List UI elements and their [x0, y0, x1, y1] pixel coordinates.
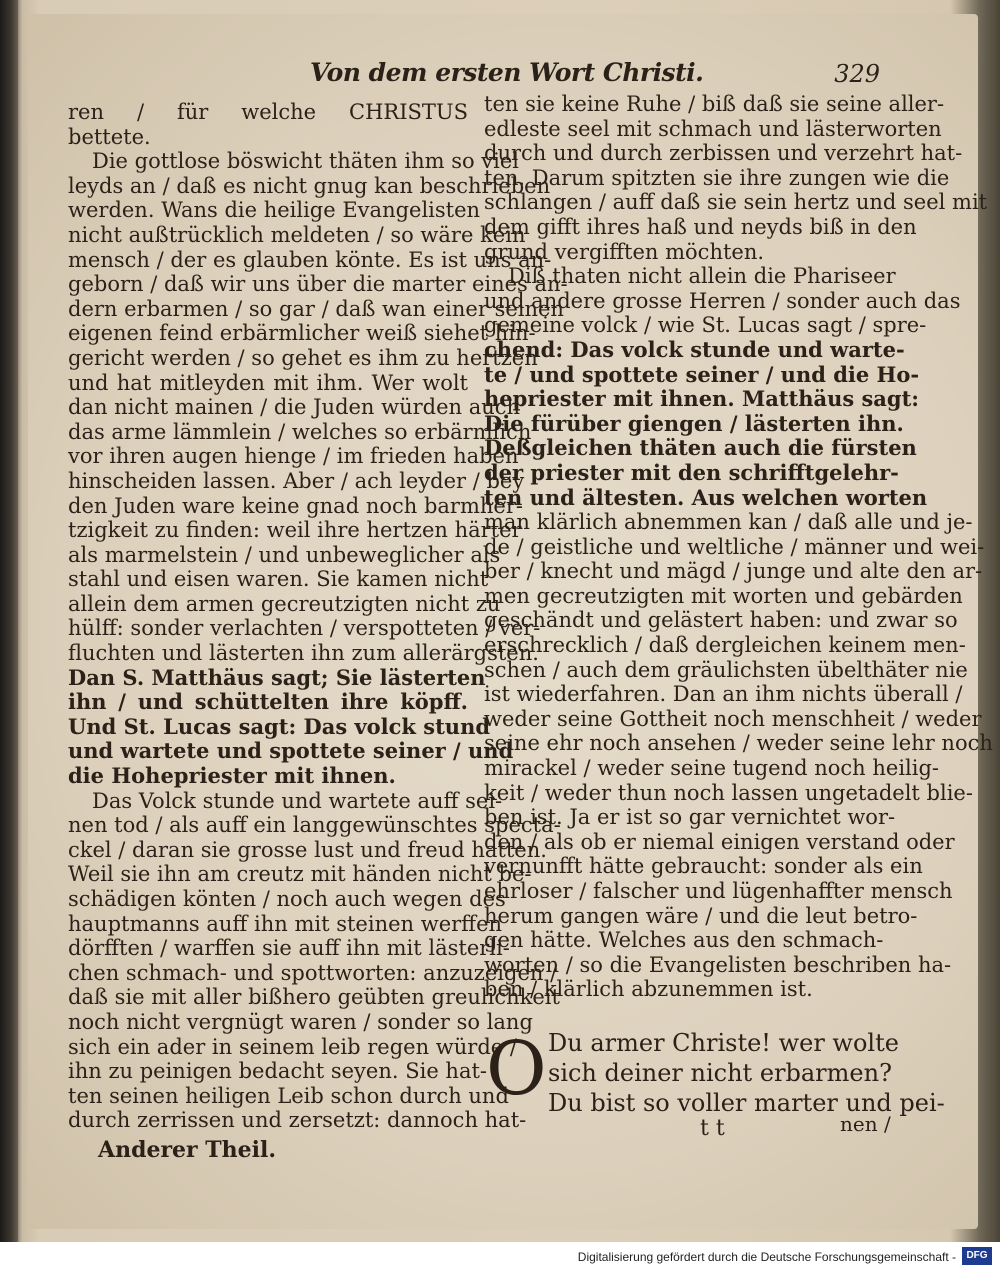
- text-line: tzigkeit zu finden: weil ihre hertzen härter: [68, 518, 522, 543]
- text-line: ihn / und schüttelten ihre köpff.: [68, 689, 468, 715]
- text-line: ten. Darum spitzten sie ihre zungen wie die: [484, 165, 950, 190]
- text-line: noch nicht vergnügt waren / sonder so lang: [68, 1009, 533, 1034]
- closing-line: sich deiner nicht erbarmen?: [548, 1059, 892, 1087]
- text-line: ckel / daran sie grosse lust und freud hatten.: [68, 837, 547, 862]
- text-line: vernunfft hätte gebraucht: sonder als ein: [484, 854, 923, 879]
- text-line: durch zerrissen und zersetzt: dannoch hat-: [68, 1108, 527, 1133]
- text-line: bettete.: [68, 124, 151, 149]
- page-number: 329: [834, 60, 880, 88]
- text-line: schädigen könten / noch auch wegen des: [68, 887, 506, 911]
- text-line: hauptmanns auff ihn mit steinen werffen: [68, 911, 503, 936]
- text-line: Die fürüber giengen / lästerten ihn.: [484, 410, 904, 436]
- text-line: hülff: sonder verlachten / verspotteten / ver-: [68, 616, 541, 641]
- catchword: nen /: [840, 1112, 891, 1136]
- text-line: ber / knecht und mägd / junge und alte den ar-: [484, 559, 983, 584]
- text-line: gen hätte. Welches aus den schmach-: [484, 928, 884, 953]
- text-line: herum gangen wäre / und die leut betro-: [484, 903, 918, 928]
- text-line: ben ist. Ja er ist so gar vernichtet wor-: [484, 805, 896, 830]
- text-line: hepriester mit ihnen. Matthäus sagt:: [484, 386, 920, 412]
- text-line: Weil sie ihn am creutz mit händen nicht be-: [68, 862, 532, 887]
- text-line: ist wiederfahren. Dan an ihm nichts überall /: [484, 682, 963, 707]
- closing-line: Du armer Christe! wer wolte: [548, 1029, 899, 1057]
- signature-mark: t t: [700, 1116, 725, 1141]
- text-line: worten / so die Evangelisten beschriben ha-: [484, 952, 952, 977]
- text-line: seine ehr noch ansehen / weder seine lehr noch: [484, 731, 993, 756]
- text-line: ten seinen heiligen Leib schon durch und: [68, 1083, 509, 1108]
- text-line: den Juden ware keine gnad noch barmher-: [68, 493, 523, 518]
- text-line: dan nicht mainen / die Juden würden auch: [68, 395, 521, 420]
- text-line: dörfften / warffen sie auff ihn mit lästerli-: [68, 936, 510, 961]
- credit-bar: [0, 1242, 1000, 1272]
- text-line: sich ein ader in seinem leib regen würde /: [68, 1034, 517, 1059]
- left-text-column: [68, 100, 568, 1133]
- text-line: geborn / daß wir uns über die marter eines an-: [68, 272, 568, 297]
- text-line: Diß thaten nicht allein die Phariseer: [508, 264, 896, 289]
- text-line: ihn zu peinigen bedacht seyen. Sie hat-: [68, 1059, 487, 1084]
- text-line: der priester mit den schrifftgelehr-: [484, 459, 899, 485]
- right-text-column: [484, 92, 993, 1002]
- text-line: stahl und eisen waren. Sie kamen nicht: [68, 567, 489, 592]
- text-line: fluchten und lästerten ihn zum allerärgsten.: [68, 641, 539, 666]
- text-line: allein dem armen gecreutzigten nicht zu: [68, 591, 501, 616]
- text-line: gemeine volck / wie St. Lucas sagt / spre-: [484, 313, 927, 338]
- text-line: ten und ältesten. Aus welchen worten: [484, 484, 928, 510]
- text-line: und hat mitleyden mit ihm. Wer wolt: [68, 370, 468, 395]
- text-line: de / geistliche und weltliche / männer und wei-: [484, 534, 985, 559]
- text-line: ben / klärlich abzunemmen ist.: [484, 977, 813, 1002]
- book-spine: [0, 0, 18, 1242]
- text-line: die Hohepriester mit ihnen.: [68, 763, 396, 789]
- text-line: den / als ob er niemal einigen verstand oder: [484, 829, 955, 854]
- text-line: mirackel / weder seine tugend noch heilig-: [484, 756, 940, 781]
- drop-cap: O: [486, 1026, 547, 1112]
- text-line: edleste seel mit schmach und lästerworten: [484, 116, 942, 141]
- closing-paragraph: [486, 1026, 945, 1118]
- text-line: eigenen feind erbärmlicher weiß siehet hin-: [68, 321, 536, 346]
- dfg-logo[interactable]: DFG: [962, 1247, 992, 1265]
- text-line: ren / für welche CHRISTUS: [68, 100, 468, 124]
- text-line: das arme lämmlein / welches so erbärmlich: [68, 419, 532, 444]
- text-line: dem gifft ihres haß und neyds biß in den: [484, 214, 917, 239]
- text-line: Die gottlose böswicht thäten ihm so viel: [92, 149, 520, 174]
- running-title: Von dem ersten Wort Christi.: [310, 58, 704, 87]
- text-line: hinscheiden lassen. Aber / ach leyder / bey: [68, 468, 525, 493]
- text-line: vor ihren augen hienge / im frieden haben: [68, 444, 519, 469]
- text-line: und andere grosse Herren / sonder auch das: [484, 288, 961, 313]
- text-line: Deßgleichen thäten auch die fürsten: [484, 435, 917, 461]
- closing-line: Du bist so voller marter und pei-: [548, 1089, 945, 1117]
- text-line: nicht außtrücklich meldeten / so wäre kein: [68, 222, 526, 247]
- running-header: [270, 58, 890, 92]
- text-line: schlangen / auff daß sie sein hertz und seel mit: [484, 190, 988, 215]
- credit-text: Digitalisierung gefördert durch die Deutsche Forschungsgemeinschaft -: [577, 1250, 956, 1264]
- text-line: Das Volck stunde und wartete auff sei-: [92, 788, 503, 813]
- text-line: mensch / der es glauben könte. Es ist uns an-: [68, 247, 552, 272]
- text-line: werden. Wans die heilige Evangelisten: [68, 198, 481, 223]
- text-line: te / und spottete seiner / und die Ho-: [484, 361, 920, 387]
- text-line: und wartete und spottete seiner / und: [68, 738, 514, 764]
- text-line: ten sie keine Ruhe / biß daß sie seine aller-: [484, 92, 945, 116]
- text-line: leyds an / daß es nicht gnug kan beschrieben: [68, 173, 551, 198]
- text-line: grund vergifften möchten.: [484, 239, 765, 264]
- text-line: Dan S. Matthäus sagt; Sie lästerten: [68, 664, 486, 690]
- text-line: men gecreutzigten mit worten und gebärden: [484, 583, 963, 608]
- text-line: keit / weder thun noch lassen ungetadelt blie-: [484, 780, 973, 805]
- text-line: geschändt und gelästert haben: und zwar so: [484, 608, 958, 633]
- section-label: Anderer Theil.: [98, 1137, 277, 1163]
- text-line: nen tod / als auff ein langgewünschtes specta-: [68, 813, 561, 838]
- text-line: weder seine Gottheit noch menschheit / weder: [484, 706, 982, 731]
- text-line: gericht werden / so gehet es ihm zu hertzen: [68, 345, 538, 370]
- text-line: daß sie mit aller bißhero geübten greulichkeit: [68, 985, 560, 1010]
- text-line: chend: Das volck stunde und warte-: [484, 336, 905, 362]
- text-line: ehrloser / falscher und lügenhaffter mensch: [484, 879, 953, 903]
- text-line: schen / auch dem gräulichsten übelthäter nie: [484, 657, 968, 682]
- text-line: chen schmach- und spottworten: anzuzeigen /: [68, 960, 558, 985]
- text-line: erschrecklich / daß dergleichen keinem men-: [484, 633, 966, 658]
- text-line: Und St. Lucas sagt: Das volck stund: [68, 713, 491, 739]
- text-line: als marmelstein / und unbeweglicher als: [68, 542, 501, 567]
- text-line: dern erbarmen / so gar / daß wan einer seinen: [68, 296, 564, 321]
- text-line: durch und durch zerbissen und verzehrt hat-: [484, 141, 963, 166]
- text-line: man klärlich abnemmen kan / daß alle und je-: [484, 510, 973, 535]
